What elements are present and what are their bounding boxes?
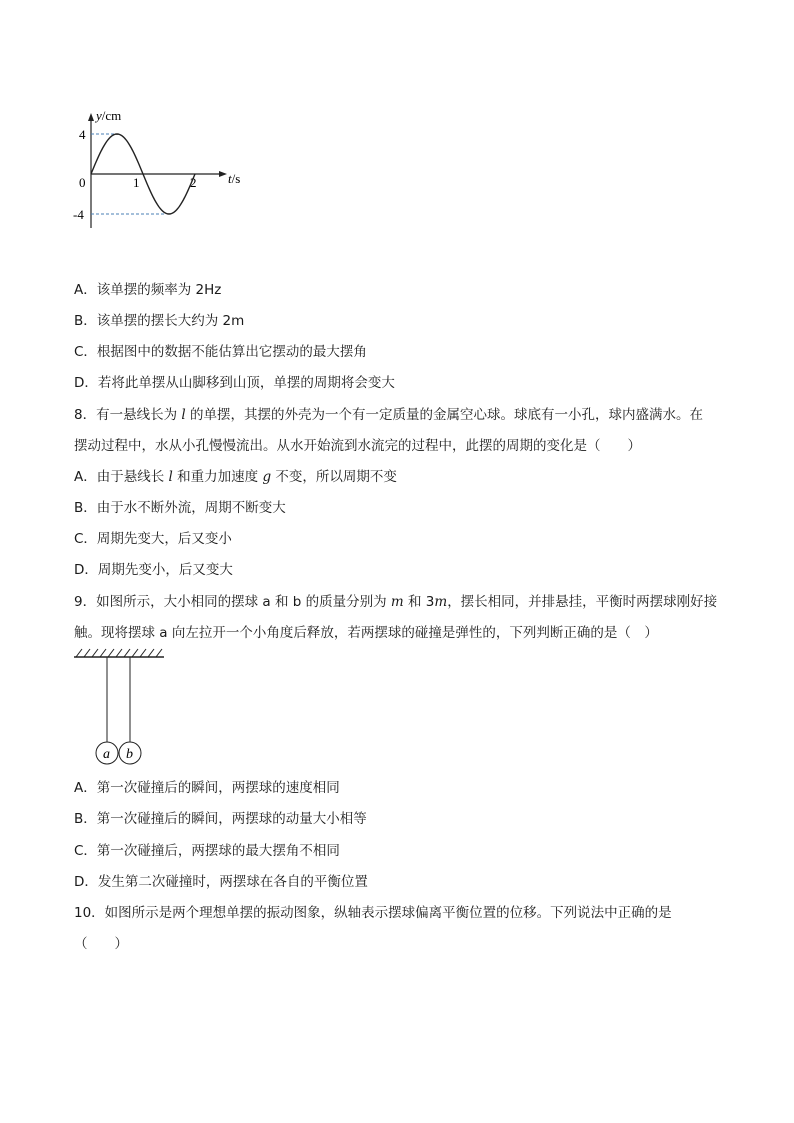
y-axis-label: y/cm (96, 108, 122, 123)
ball-b-label: b (126, 747, 133, 762)
x-tick-2: 2 (190, 175, 197, 190)
q10-stem-line1: 10．如图所示是两个理想单摆的振动图象，纵轴表示摆球偏离平衡位置的位移。下列说法中正确的是 (74, 905, 672, 921)
q9-option-a: A．第一次碰撞后的瞬间，两摆球的速度相同 (74, 780, 340, 796)
ceiling-hatch (74, 649, 164, 657)
q10-stem-line2: （ ） (74, 936, 128, 952)
q8-option-d: D．周期先变小，后又变大 (74, 562, 233, 578)
y-tick-neg4: -4 (73, 207, 84, 222)
q8-option-c: C．周期先变大，后又变小 (74, 531, 232, 547)
q9-stem-line2: 触。现将摆球 a 向左拉开一个小角度后释放，若两摆球的碰撞是弹性的，下列判断正确的是（ ） (74, 625, 658, 641)
q7-option-d: D．若将此单摆从山脚移到山顶，单摆的周期将会变大 (74, 375, 395, 391)
y-tick-4: 4 (79, 127, 86, 142)
q8-stem-line2: 摆动过程中，水从小孔慢慢流出。从水开始流到水流完的过程中，此摆的周期的变化是（ ） (74, 438, 641, 454)
q7-option-b: B．该单摆的摆长大约为 2m (74, 313, 245, 329)
vibration-graph (0, 100, 794, 340)
q7-option-a: A．该单摆的频率为 2Hz (74, 282, 222, 298)
y-tick-0: 0 (79, 175, 86, 190)
x-axis-arrow (219, 171, 227, 177)
pendulum-figure (68, 645, 188, 770)
q9-option-c: C．第一次碰撞后，两摆球的最大摆角不相同 (74, 843, 340, 859)
q9-stem-line1: 9．如图所示，大小相同的摆球 a 和 b 的质量分别为 m 和 3m，摆长相同，并排悬挂，平衡时两摆球刚好接 (74, 594, 718, 610)
x-tick-1: 1 (133, 175, 140, 190)
q7-option-c: C．根据图中的数据不能估算出它摆动的最大摆角 (74, 344, 367, 360)
q9-option-d: D．发生第二次碰撞时，两摆球在各自的平衡位置 (74, 874, 368, 890)
q8-option-a: A．由于悬线长 l 和重力加速度 g 不变，所以周期不变 (74, 469, 397, 485)
q8-option-b: B．由于水不断外流，周期不断变大 (74, 500, 286, 516)
x-axis-label: t/s (228, 171, 241, 186)
y-axis-arrow (88, 113, 94, 121)
q8-stem-line1: 8．有一悬线长为 l 的单摆，其摆的外壳为一个有一定质量的金属空心球。球底有一小孔，球内盛满水。在 (74, 407, 704, 423)
q9-option-b: B．第一次碰撞后的瞬间，两摆球的动量大小相等 (74, 811, 367, 827)
ball-a-label: a (103, 747, 110, 762)
